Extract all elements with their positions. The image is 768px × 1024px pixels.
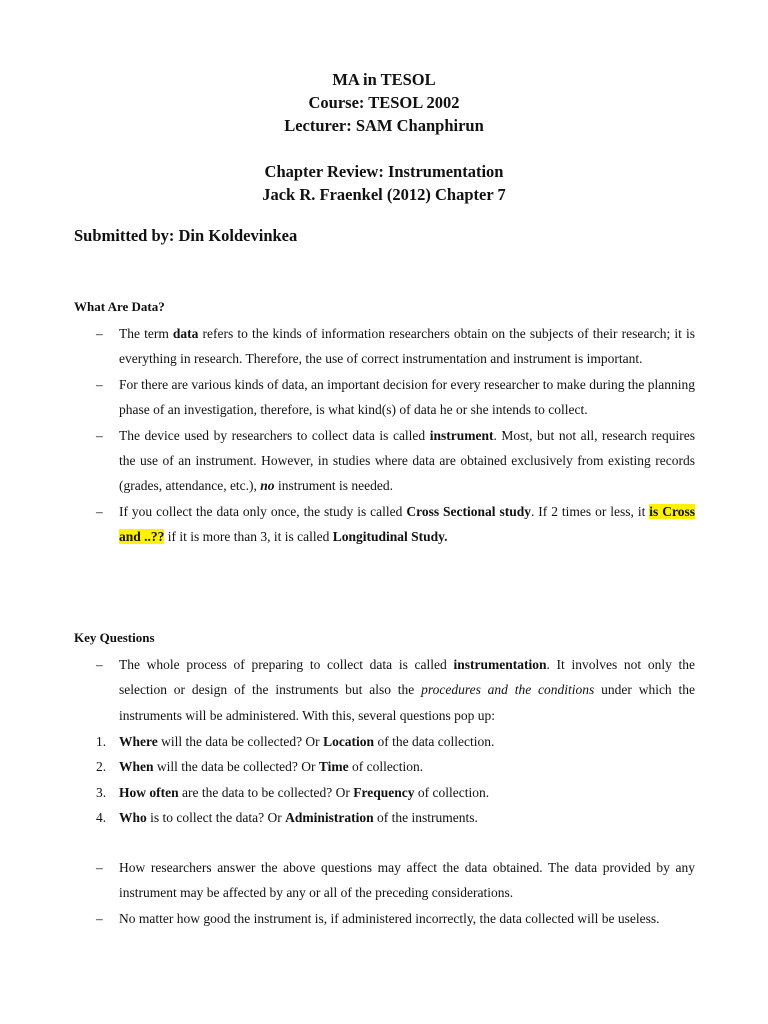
list-item: – No matter how good the instrument is, if administered incorrectly, the data collected will be useless. (74, 906, 695, 931)
chapter-review-title: Chapter Review: Instrumentation (264, 162, 504, 181)
source-reference: Jack R. Fraenkel (2012) Chapter 7 (262, 185, 506, 204)
program-title: MA in TESOL (332, 70, 436, 89)
key-questions-numbered-list (74, 729, 695, 831)
section-title-what-are-data: What Are Data? (74, 299, 165, 314)
list-item: – If you collect the data only once, the study is called Cross Sectional study. If 2 times or less, it is Cross and ..?? if it is more than 3, it is called Longitudinal Study. (74, 499, 695, 550)
what-are-data-list (74, 321, 695, 550)
question-item: 1. Where will the data be collected? Or Location of the data collection. (96, 734, 495, 749)
key-questions-closing (74, 855, 695, 931)
document-header (0, 68, 768, 206)
list-item: – The term data refers to the kinds of information researchers obtain on the subjects of their research; it is everything in research. Therefore, the use of correct instrumentation and instrument is important. (74, 321, 695, 372)
list-item: – The device used by researchers to collect data is called instrument. Most, but not all, research requires the use of an instrument. However, in studies where data are obtained exclusively from existing records (grades, attendance, etc.), no instrument is needed. (74, 423, 695, 499)
question-item: 2. When will the data be collected? Or Time of collection. (96, 759, 424, 775)
list-item: – For there are various kinds of data, an important decision for every researcher to make during the planning phase of an investigation, therefore, is what kind(s) of data he or she intends to collect. (74, 372, 695, 423)
course-line: Course: TESOL 2002 (308, 93, 460, 112)
list-item: – The whole process of preparing to collect data is called instrumentation. It involves not only the selection or design of the instruments but also the procedures and the conditions under which the instruments will be administered. With this, several questions pop up: (74, 652, 695, 728)
question-item: 4. Who is to collect the data? Or Administration of the instruments. (96, 810, 478, 826)
submitted-by: Submitted by: Din Koldevinkea (74, 226, 298, 245)
key-questions-intro (74, 652, 695, 728)
question-item: 3. How often are the data to be collected? Or Frequency of collection. (96, 784, 490, 800)
section-title-key-questions: Key Questions (74, 630, 155, 645)
list-item: – How researchers answer the above questions may affect the data obtained. The data provided by any instrument may be affected by any or all of the preceding considerations. (74, 855, 695, 906)
lecturer-line: Lecturer: SAM Chanphirun (284, 116, 484, 135)
highlighted-text: is Cross and ..?? (119, 503, 695, 545)
